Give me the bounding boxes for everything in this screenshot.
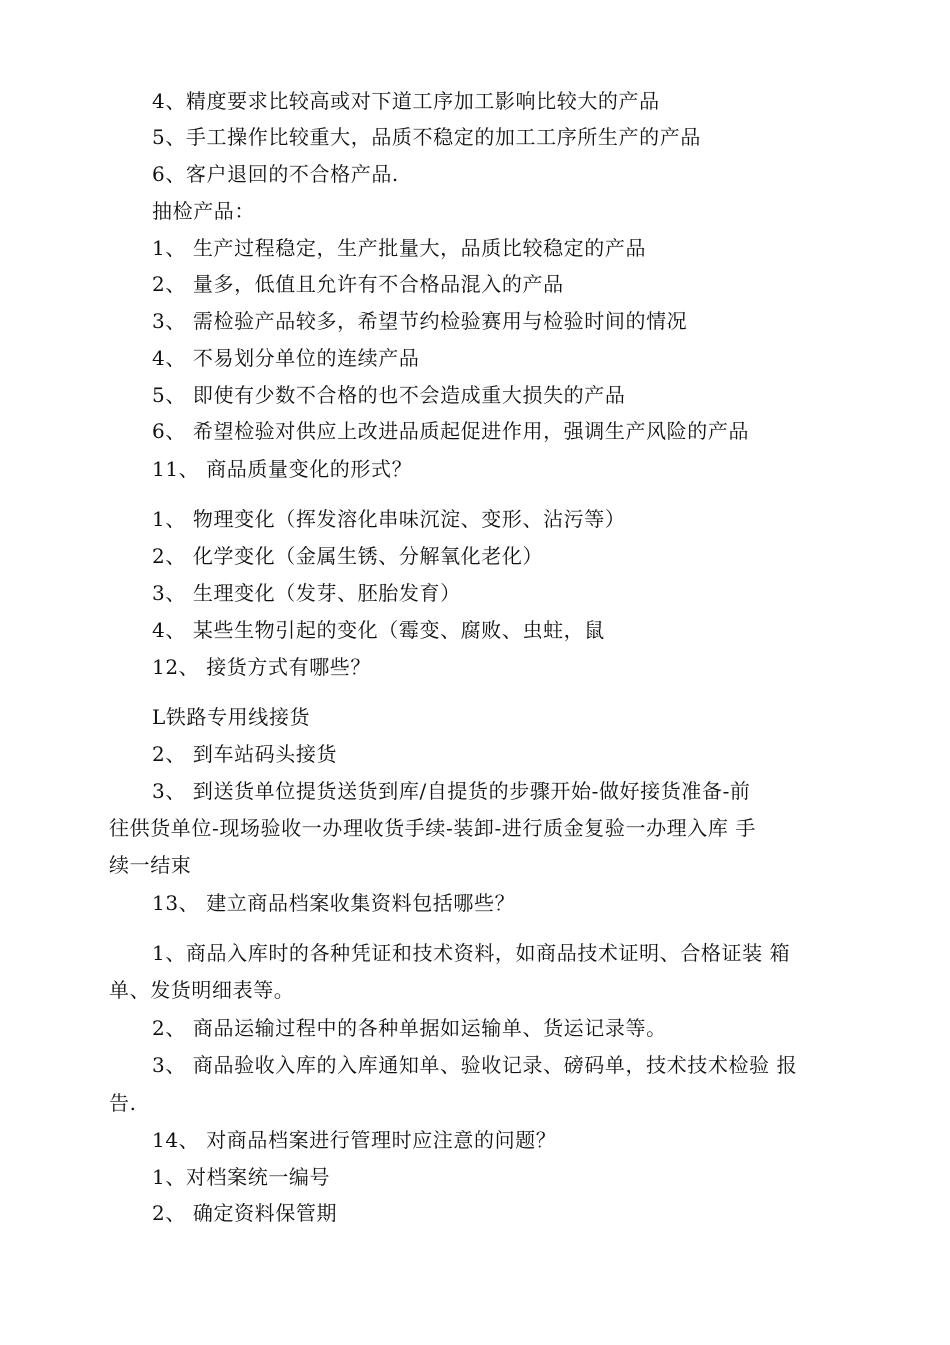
text-line: 1、 物理变化（挥发溶化串味沉淀、变形、沾污等） [152, 507, 626, 531]
text-line: 3、 商品验收入库的入库通知单、验收记录、磅码单，技术技术检验 报 [152, 1053, 798, 1077]
text-line: 1、对档案统一编号 [152, 1165, 331, 1189]
text-line: 6、 希望检验对供应上改进品质起促进作用，强调生产风险的产品 [152, 419, 750, 443]
text-line: 3、 到送货单位提货送货到库/自提货的步骤开始-做好接货准备-前 [152, 779, 751, 803]
question-heading: 14、 对商品档案进行管理时应注意的问题？ [152, 1128, 557, 1152]
text-line: 2、 确定资料保管期 [152, 1201, 338, 1225]
text-line: 2、 到车站码头接货 [152, 742, 338, 766]
text-line: 1、 生产过程稳定，生产批量大，品质比较稳定的产品 [152, 236, 647, 260]
text-line: 2、 量多，低值且允许有不合格品混入的产品 [152, 272, 564, 296]
question-heading: 13、 建立商品档案收集资料包括哪些？ [152, 891, 516, 915]
text-line: 5、手工操作比较重大，品质不稳定的加工工序所生产的产品 [152, 125, 701, 149]
text-line: 告. [109, 1091, 137, 1115]
text-line: 2、 商品运输过程中的各种单据如运输单、货运记录等。 [152, 1016, 667, 1040]
text-line: 3、 生理变化（发芽、胚胎发育） [152, 581, 461, 605]
text-line: 1、商品入库时的各种凭证和技术资料，如商品技术证明、合格证装 箱 [152, 941, 791, 965]
question-heading: 12、 接货方式有哪些？ [152, 655, 372, 679]
text-line: 单、发货明细表等。 [109, 978, 295, 1002]
text-line: 2、 化学变化（金属生锈、分解氧化老化） [152, 544, 544, 568]
text-line: 4、 不易划分单位的连续产品 [152, 346, 420, 370]
question-heading: 11、 商品质量变化的形式？ [152, 457, 413, 481]
text-line: 5、 即使有少数不合格的也不会造成重大损失的产品 [152, 383, 626, 407]
text-line: 3、 需检验产品较多，希望节约检验赛用与检验时间的情况 [152, 309, 688, 333]
text-line: 续一结束 [109, 853, 192, 877]
text-line: 4、精度要求比较高或对下道工序加工影响比较大的产品 [152, 89, 660, 113]
text-line: L铁路专用线接货 [152, 705, 311, 729]
section-label: 抽检产品： [152, 199, 255, 223]
text-line: 6、客户退回的不合格产品. [152, 162, 399, 186]
text-line: 往供货单位-现场验收一办理收货手续-装卸-进行质金复验一办理入库 手 [109, 816, 757, 840]
text-line: 4、 某些生物引起的变化（霉变、腐败、虫蛀，鼠 [152, 618, 605, 642]
